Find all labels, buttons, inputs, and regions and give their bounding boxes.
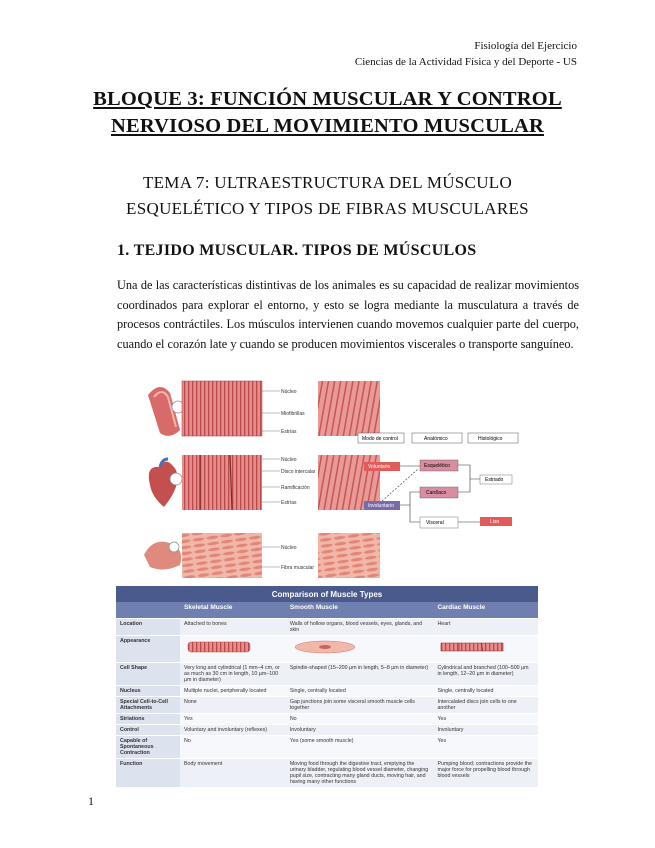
row-label: Cell Shape	[116, 663, 180, 686]
table-row	[116, 619, 538, 636]
col-header-cardiac: Cardiac Muscle	[433, 602, 538, 619]
muscle-types-figure	[140, 375, 545, 580]
figure-label-1: Núcleo	[281, 389, 297, 395]
cell: Involuntary	[286, 725, 434, 736]
section-title: 1. TEJIDO MUSCULAR. TIPOS DE MÚSCULOS	[117, 242, 477, 259]
table-caption: Comparison of Muscle Types	[116, 586, 538, 602]
cell: Yes	[433, 736, 538, 759]
scheme-striated: Estriado	[485, 477, 504, 483]
figure-label-8: Núcleo	[281, 545, 297, 551]
col-header-skeletal: Skeletal Muscle	[180, 602, 286, 619]
table-row	[116, 697, 538, 714]
cell: Attached to bones	[180, 619, 286, 636]
scheme-smooth-type: Liso	[490, 519, 500, 525]
block-title-line2: NERVIOSO DEL MOVIMIENTO MUSCULAR	[110, 115, 544, 137]
cell: Moving food through the digestive tract, emptying the urinary bladder, regulating blood vessel diameter, changing pupil size, contracting many gland ducts, moving hair, and having many other functions	[286, 759, 434, 788]
figure-label-7: Estrías	[281, 500, 297, 506]
cell: Cylindrical and branched (100–500 µm in length, 12–20 µm in diameter)	[433, 663, 538, 686]
scheme-visceral: Visceral	[426, 520, 444, 526]
table-row	[116, 636, 538, 663]
row-label: Special Cell-to-Cell Attachments	[116, 697, 180, 714]
cell: Multiple nuclei, peripherally located	[180, 686, 286, 697]
cell: Single, centrally located	[286, 686, 434, 697]
skeletal-arm-illustration	[148, 387, 184, 436]
block-title-line1: BLOQUE 3: FUNCIÓN MUSCULAR Y CONTROL	[93, 88, 562, 110]
table-row	[116, 714, 538, 725]
figure-label-9: Fibra muscular	[281, 565, 315, 571]
row-label: Striations	[116, 714, 180, 725]
row-label: Capable of Spontaneous Contraction	[116, 736, 180, 759]
scheme-control-mode: Modo de control	[362, 436, 398, 442]
smooth-appearance-image	[286, 636, 434, 663]
scheme-involuntary: Involuntario	[368, 503, 394, 509]
table-column-headers	[116, 602, 538, 619]
cell: No	[180, 736, 286, 759]
cell: Body movement	[180, 759, 286, 788]
figure-label-5: Disco intercalar	[281, 469, 316, 475]
topic-title-line2: ESQUELÉTICO Y TIPOS DE FIBRAS MUSCULARES	[126, 199, 529, 218]
table-row	[116, 736, 538, 759]
row-label: Function	[116, 759, 180, 788]
cell: No	[286, 714, 434, 725]
topic-title	[60, 170, 595, 222]
cell: Intercalated discs join cells to one another	[433, 697, 538, 714]
scheme-skeletal: Esquelético	[424, 463, 450, 469]
intestine-illustration	[144, 542, 181, 570]
row-label: Nucleus	[116, 686, 180, 697]
cell: Yes (some smooth muscle)	[286, 736, 434, 759]
scheme-voluntary: Voluntario	[368, 464, 391, 470]
skeletal-micrograph	[318, 381, 380, 436]
scheme-cardiac: Cardíaco	[426, 490, 447, 496]
col-header-smooth: Smooth Muscle	[286, 602, 434, 619]
cell: Yes	[180, 714, 286, 725]
skeletal-fiber-diagram	[182, 381, 262, 436]
comparison-table-wrap	[116, 586, 538, 788]
figure-label-4: Núcleo	[281, 457, 297, 463]
cell: Gap junctions join some visceral smooth muscle cells together	[286, 697, 434, 714]
smooth-micrograph	[318, 533, 380, 578]
block-title	[60, 86, 595, 140]
cell: Yes	[433, 714, 538, 725]
heart-illustration	[149, 459, 182, 507]
table-row	[116, 686, 538, 697]
header-degree: Ciencias de la Actividad Física y del Deporte - US	[354, 56, 577, 68]
skeletal-appearance-image	[180, 636, 286, 663]
comparison-table	[116, 586, 538, 788]
cell: Walls of hollow organs, blood vessels, eyes, glands, and skin	[286, 619, 434, 636]
cell: None	[180, 697, 286, 714]
figure-label-2: Miofibrillas	[281, 411, 305, 417]
cardiac-appearance-image	[433, 636, 538, 663]
figure-label-3: Estrías	[281, 429, 297, 435]
classification-scheme	[358, 433, 518, 528]
row-label: Location	[116, 619, 180, 636]
intro-paragraph: Una de las características distintivas de los animales es su capacidad de realizar movimientos coordinados para explorar el entorno, y esto se logra mediante la musculatura a través de procesos contráctiles. Los músculos intervienen cuando movemos cualquier parte del cuerpo, cuando el corazón late y cuando se producen movimientos viscerales o transporte sanguíneo.	[117, 278, 579, 351]
cardiac-fiber-diagram	[182, 455, 262, 510]
muscle-illustration	[140, 375, 545, 580]
cell: Very long and cylindrical (1 mm–4 cm, or as much as 30 cm in length, 10 µm–100 µm in diameter)	[180, 663, 286, 686]
row-label: Appearance	[116, 636, 180, 663]
col-header-empty	[116, 602, 180, 619]
figure-label-6: Ramificación	[281, 485, 310, 491]
smooth-fiber-diagram	[182, 533, 262, 578]
cell: Single, centrally located	[433, 686, 538, 697]
cell: Voluntary and involuntary (reflexes)	[180, 725, 286, 736]
table-row	[116, 663, 538, 686]
cell: Spindle-shaped (15–200 µm in length, 5–8 µm in diameter)	[286, 663, 434, 686]
cell: Heart	[433, 619, 538, 636]
header-subject: Fisiología del Ejercicio	[474, 40, 577, 52]
row-label: Control	[116, 725, 180, 736]
page-number: 1	[88, 794, 94, 808]
scheme-histologic: Histológico	[478, 436, 503, 442]
topic-title-line1: TEMA 7: ULTRAESTRUCTURA DEL MÚSCULO	[142, 173, 513, 192]
table-row	[116, 759, 538, 788]
cell: Pumping blood; contractions provide the major force for propelling blood through blood vessels	[433, 759, 538, 788]
table-row	[116, 725, 538, 736]
cell: Involuntary	[433, 725, 538, 736]
scheme-anatomic: Anatómico	[424, 436, 448, 442]
